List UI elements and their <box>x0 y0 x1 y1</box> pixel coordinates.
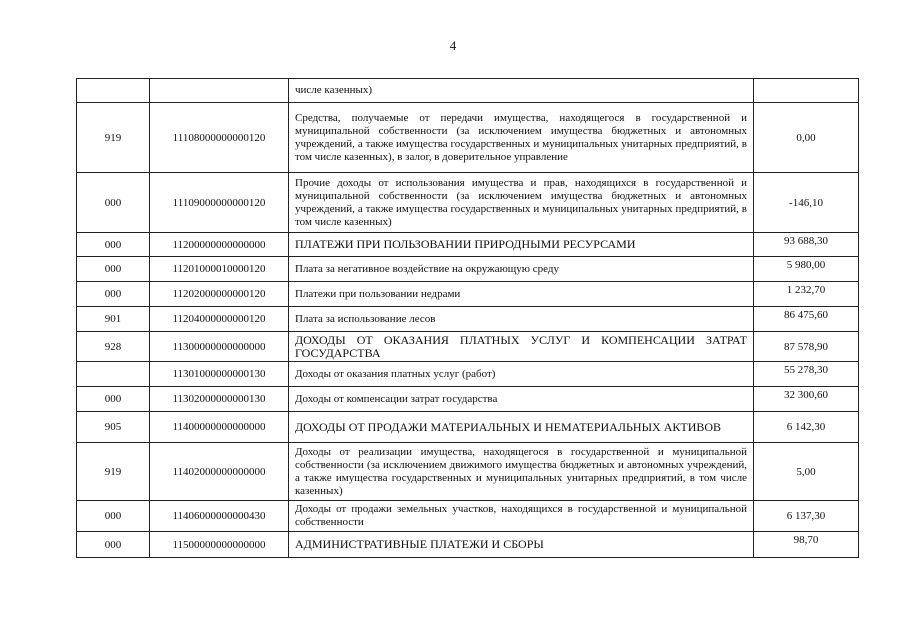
revenue-name-cell: Доходы от продажи земельных участков, находящихся в государственной и муниципальной собственности <box>289 501 754 532</box>
admin-code-cell: 905 <box>77 412 150 443</box>
amount-cell: 86 475,60 <box>754 307 859 332</box>
admin-code-cell: 919 <box>77 103 150 173</box>
revenue-name-cell: числе казенных) <box>289 79 754 103</box>
admin-code-cell: 000 <box>77 532 150 558</box>
admin-code-cell: 901 <box>77 307 150 332</box>
table-row <box>77 443 859 501</box>
amount-cell: 55 278,30 <box>754 362 859 387</box>
amount-cell: 5 980,00 <box>754 257 859 282</box>
revenue-name-cell: ПЛАТЕЖИ ПРИ ПОЛЬЗОВАНИИ ПРИРОДНЫМИ РЕСУРСАМИ <box>289 233 754 257</box>
budget-code-cell: 11109000000000120 <box>150 173 289 233</box>
budget-code-cell: 11500000000000000 <box>150 532 289 558</box>
admin-code-cell: 928 <box>77 332 150 362</box>
amount-cell: 6 137,30 <box>754 501 859 532</box>
budget-code-cell: 11108000000000120 <box>150 103 289 173</box>
admin-code-cell <box>77 79 150 103</box>
revenue-name-cell: Доходы от компенсации затрат государства <box>289 387 754 412</box>
table-row <box>77 501 859 532</box>
budget-code-cell: 11400000000000000 <box>150 412 289 443</box>
admin-code-cell: 000 <box>77 233 150 257</box>
amount-cell <box>754 79 859 103</box>
revenue-name-cell: Платежи при пользовании недрами <box>289 282 754 307</box>
page-number: 4 <box>449 38 457 53</box>
table-row <box>77 173 859 233</box>
admin-code-cell: 000 <box>77 282 150 307</box>
table-row <box>77 79 859 103</box>
table-row <box>77 362 859 387</box>
amount-cell: -146,10 <box>754 173 859 233</box>
table-row <box>77 412 859 443</box>
revenue-name-cell: Плата за использование лесов <box>289 307 754 332</box>
amount-cell: 0,00 <box>754 103 859 173</box>
amount-cell: 6 142,30 <box>754 412 859 443</box>
revenue-name-cell: Доходы от оказания платных услуг (работ) <box>289 362 754 387</box>
amount-cell: 1 232,70 <box>754 282 859 307</box>
revenue-name-cell: ДОХОДЫ ОТ ПРОДАЖИ МАТЕРИАЛЬНЫХ И НЕМАТЕРИАЛЬНЫХ АКТИВОВ <box>289 412 754 443</box>
revenue-name-cell: Средства, получаемые от передачи имущества, находящегося в государственной и муниципальной собственности (за исключением имущества бюджетных и автономных учреждений, а также имущества государственных и муниципальных унитарных предприятий, в том числе казенных), в залог, в доверительное управление <box>289 103 754 173</box>
amount-cell: 87 578,90 <box>754 332 859 362</box>
budget-code-cell: 11202000000000120 <box>150 282 289 307</box>
revenue-table-body <box>77 79 859 558</box>
admin-code-cell: 919 <box>77 443 150 501</box>
admin-code-cell: 000 <box>77 387 150 412</box>
budget-code-cell: 11300000000000000 <box>150 332 289 362</box>
amount-cell: 98,70 <box>754 532 859 558</box>
revenue-name-cell: АДМИНИСТРАТИВНЫЕ ПЛАТЕЖИ И СБОРЫ <box>289 532 754 558</box>
table-row <box>77 387 859 412</box>
admin-code-cell: 000 <box>77 257 150 282</box>
revenue-table <box>76 78 859 558</box>
revenue-name-cell: Прочие доходы от использования имущества и прав, находящихся в государственной и муниципальной собственности (за исключением имущества бюджетных и автономных учреждений, а также имущества государственных и муниципальных унитарных предприятий, в том числе казенных) <box>289 173 754 233</box>
admin-code-cell <box>77 362 150 387</box>
table-row <box>77 233 859 257</box>
amount-cell: 5,00 <box>754 443 859 501</box>
table-row <box>77 257 859 282</box>
table-row <box>77 532 859 558</box>
table-row <box>77 103 859 173</box>
budget-code-cell: 11301000000000130 <box>150 362 289 387</box>
amount-cell: 32 300,60 <box>754 387 859 412</box>
table-row <box>77 307 859 332</box>
budget-code-cell: 11201000010000120 <box>150 257 289 282</box>
revenue-name-cell: Плата за негативное воздействие на окружающую среду <box>289 257 754 282</box>
table-row <box>77 282 859 307</box>
budget-code-cell: 11302000000000130 <box>150 387 289 412</box>
budget-code-cell: 11204000000000120 <box>150 307 289 332</box>
amount-cell: 93 688,30 <box>754 233 859 257</box>
table-row <box>77 332 859 362</box>
revenue-name-cell: ДОХОДЫ ОТ ОКАЗАНИЯ ПЛАТНЫХ УСЛУГ И КОМПЕНСАЦИИ ЗАТРАТ ГОСУДАРСТВА <box>289 332 754 362</box>
budget-code-cell: 11406000000000430 <box>150 501 289 532</box>
budget-code-cell: 11200000000000000 <box>150 233 289 257</box>
budget-code-cell: 11402000000000000 <box>150 443 289 501</box>
admin-code-cell: 000 <box>77 501 150 532</box>
budget-code-cell <box>150 79 289 103</box>
revenue-name-cell: Доходы от реализации имущества, находящегося в государственной и муниципальной собственности (за исключением движимого имущества бюджетных и автономных учреждений, а также имущества государственных и муниципальных унитарных предприятий, в том числе казенных) <box>289 443 754 501</box>
admin-code-cell: 000 <box>77 173 150 233</box>
